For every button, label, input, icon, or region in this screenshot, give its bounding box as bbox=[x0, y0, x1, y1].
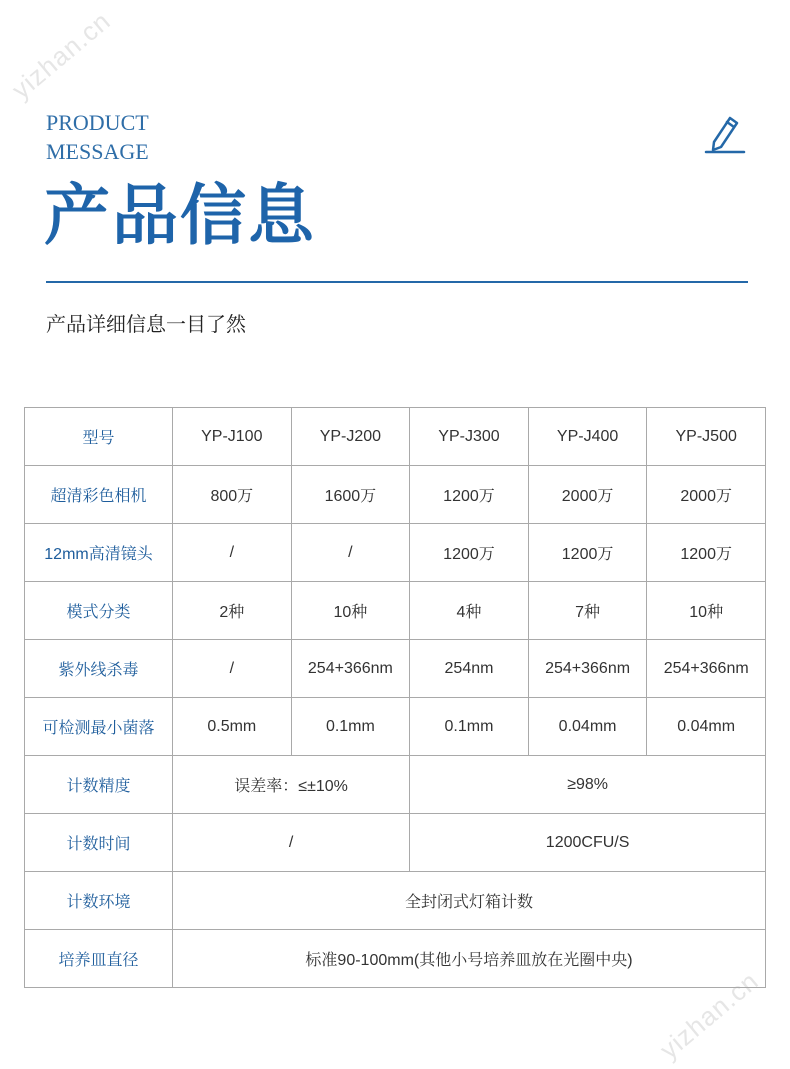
table-cell: 254+366nm bbox=[291, 640, 410, 698]
table-row bbox=[25, 698, 766, 756]
table-cell: ≥98% bbox=[410, 756, 766, 814]
table-cell: 误差率：≤±10% bbox=[173, 756, 410, 814]
row-label: 12mm高清镜头 bbox=[25, 524, 173, 582]
table-cell: 10种 bbox=[291, 582, 410, 640]
table-cell: YP-J200 bbox=[291, 408, 410, 466]
table-cell: 1200万 bbox=[528, 524, 647, 582]
table-cell: 7种 bbox=[528, 582, 647, 640]
table-cell: 全封闭式灯箱计数 bbox=[173, 872, 766, 930]
table-row bbox=[25, 640, 766, 698]
table-cell: 1200万 bbox=[410, 524, 529, 582]
watermark: yizhan.cn bbox=[5, 5, 117, 105]
table-cell: / bbox=[173, 814, 410, 872]
table-row bbox=[25, 756, 766, 814]
table-cell: 0.5mm bbox=[173, 698, 292, 756]
table-cell: 2种 bbox=[173, 582, 292, 640]
table-cell: 254+366nm bbox=[647, 640, 766, 698]
table-row bbox=[25, 466, 766, 524]
row-label: 培养皿直径 bbox=[25, 930, 173, 988]
table-row bbox=[25, 524, 766, 582]
row-label: 紫外线杀毒 bbox=[25, 640, 173, 698]
table-cell: 1200万 bbox=[410, 466, 529, 524]
table-cell: / bbox=[173, 524, 292, 582]
table-cell: YP-J100 bbox=[173, 408, 292, 466]
row-label: 型号 bbox=[25, 408, 173, 466]
table-cell: 2000万 bbox=[528, 466, 647, 524]
row-label: 计数时间 bbox=[25, 814, 173, 872]
table-cell: 254nm bbox=[410, 640, 529, 698]
table-cell: 1600万 bbox=[291, 466, 410, 524]
table-cell: YP-J400 bbox=[528, 408, 647, 466]
table-row bbox=[25, 814, 766, 872]
table-cell: 4种 bbox=[410, 582, 529, 640]
row-label: 超清彩色相机 bbox=[25, 466, 173, 524]
page-title: 产品信息 bbox=[44, 177, 316, 254]
table-cell: 2000万 bbox=[647, 466, 766, 524]
table-cell: 254+366nm bbox=[528, 640, 647, 698]
table-cell: 标准90-100mm(其他小号培养皿放在光圈中央) bbox=[173, 930, 766, 988]
row-label: 计数环境 bbox=[25, 872, 173, 930]
watermark: yizhan.cn bbox=[653, 965, 765, 1065]
table-cell: / bbox=[291, 524, 410, 582]
table-row bbox=[25, 930, 766, 988]
table-cell: 800万 bbox=[173, 466, 292, 524]
english-heading-line2: MESSAGE bbox=[46, 139, 149, 164]
pencil-icon bbox=[704, 112, 746, 156]
title-divider bbox=[46, 281, 748, 283]
row-label: 计数精度 bbox=[25, 756, 173, 814]
table-cell: 1200CFU/S bbox=[410, 814, 766, 872]
table-cell: YP-J500 bbox=[647, 408, 766, 466]
table-cell: 0.1mm bbox=[410, 698, 529, 756]
table-cell: YP-J300 bbox=[410, 408, 529, 466]
row-label: 模式分类 bbox=[25, 582, 173, 640]
table-row bbox=[25, 408, 766, 466]
spec-table bbox=[24, 407, 766, 988]
english-heading bbox=[46, 108, 149, 166]
row-label: 可检测最小菌落 bbox=[25, 698, 173, 756]
table-row bbox=[25, 582, 766, 640]
table-cell: 1200万 bbox=[647, 524, 766, 582]
table-cell: 0.04mm bbox=[528, 698, 647, 756]
table-cell: 10种 bbox=[647, 582, 766, 640]
table-cell: / bbox=[173, 640, 292, 698]
table-row bbox=[25, 872, 766, 930]
page-subtitle: 产品详细信息一目了然 bbox=[46, 312, 246, 336]
table-cell: 0.1mm bbox=[291, 698, 410, 756]
english-heading-line1: PRODUCT bbox=[46, 110, 149, 135]
table-cell: 0.04mm bbox=[647, 698, 766, 756]
